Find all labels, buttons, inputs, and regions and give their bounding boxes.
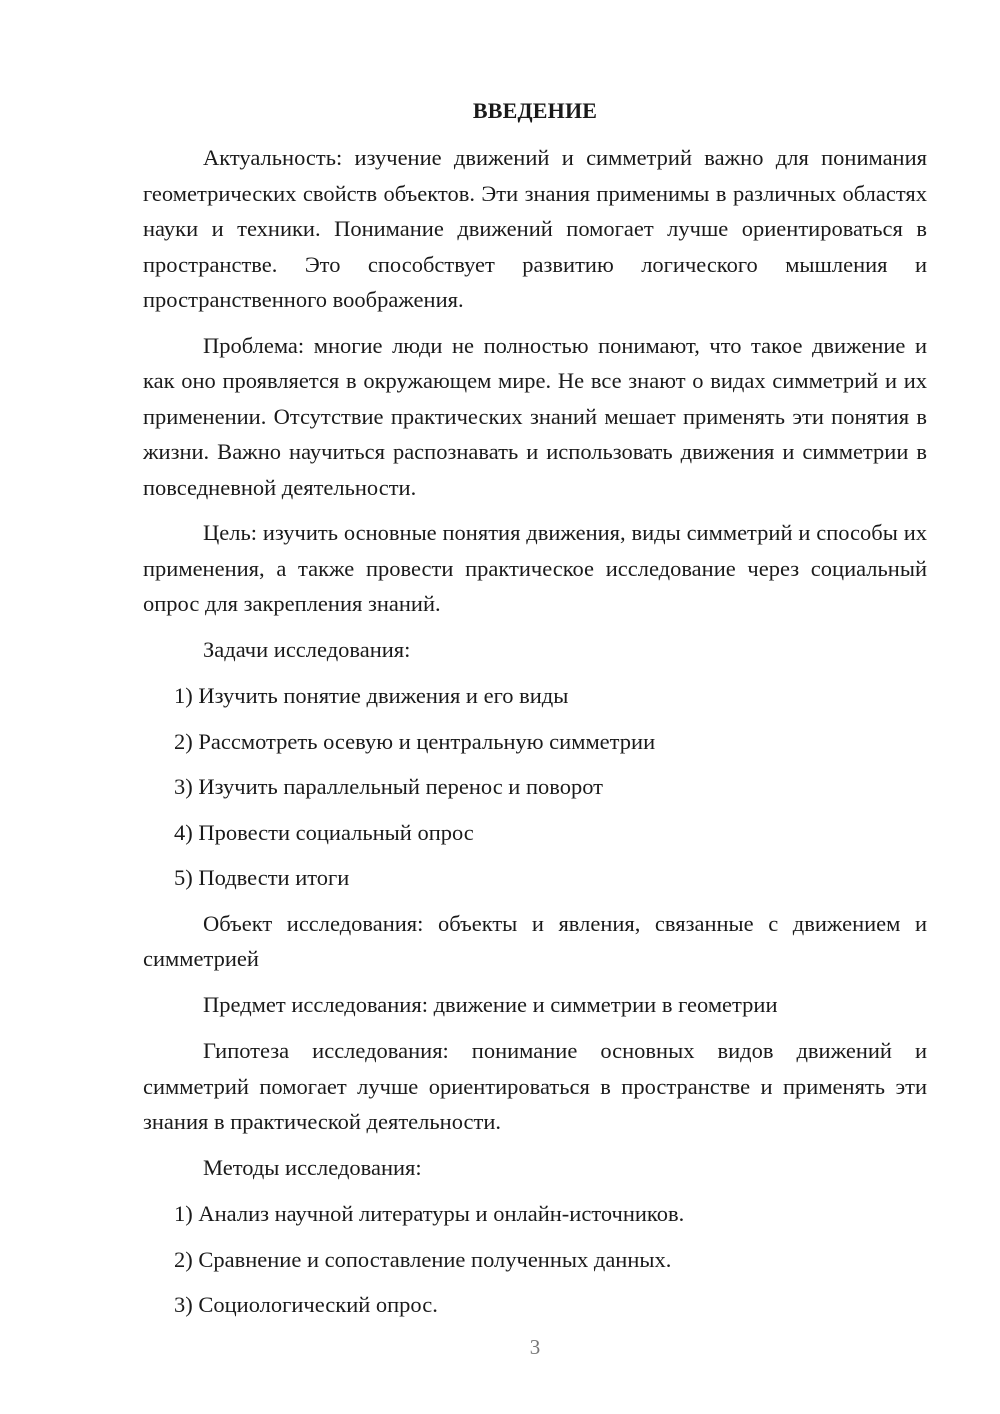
list-item: 4) Провести социальный опрос xyxy=(174,819,474,845)
list-item: 3) Социологический опрос. xyxy=(174,1292,438,1317)
page-number: 3 xyxy=(529,1335,541,1359)
document-page xyxy=(143,96,927,1333)
tasks-list xyxy=(143,678,927,896)
list-item: 2) Сравнение и сопоставление полученных данных. xyxy=(174,1246,672,1272)
methods-heading: Методы исследования: xyxy=(203,1154,422,1180)
hypothesis-paragraph: Гипотеза исследования: понимание основных видов движений и симметрий помогает лучше ориентироваться в пространстве и применять эти знания в практической деятельности. xyxy=(143,1038,927,1134)
object-paragraph: Объект исследования: объекты и явления, связанные с движением и симметрией xyxy=(143,910,927,971)
page-title: ВВЕДЕНИЕ xyxy=(472,98,598,123)
problem-paragraph: Проблема: многие люди не полностью понимают, что такое движение и как оно проявляется в окружающем мире. Не все знают о видах симметрий и их применении. Отсутствие практических знаний мешает применять эти понятия в жизни. Важно научиться распознавать и использовать движения и симметрии в повседневной деятельности. xyxy=(143,332,927,500)
goal-paragraph: Цель: изучить основные понятия движения, виды симметрий и способы их применения, а также провести практическое исследование через социальный опрос для закрепления знаний. xyxy=(143,520,927,616)
list-item: 1) Анализ научной литературы и онлайн-источников. xyxy=(174,1201,685,1226)
relevance-paragraph: Актуальность: изучение движений и симметрий важно для понимания геометрических свойств объектов. Эти знания применимы в различных областях науки и техники. Понимание движений помогает лучше ориентироваться в пространстве. Это способствует развитию логического мышления и пространственного воображения. xyxy=(143,145,927,312)
tasks-heading: Задачи исследования: xyxy=(203,636,411,662)
list-item: 3) Изучить параллельный перенос и поворот xyxy=(174,774,604,799)
list-item: 5) Подвести итоги xyxy=(174,865,350,890)
methods-list xyxy=(143,1196,927,1323)
list-item: 2) Рассмотреть осевую и центральную симметрии xyxy=(174,728,656,754)
subject-paragraph: Предмет исследования: движение и симметрии в геометрии xyxy=(203,991,778,1017)
list-item: 1) Изучить понятие движения и его виды xyxy=(174,683,569,708)
